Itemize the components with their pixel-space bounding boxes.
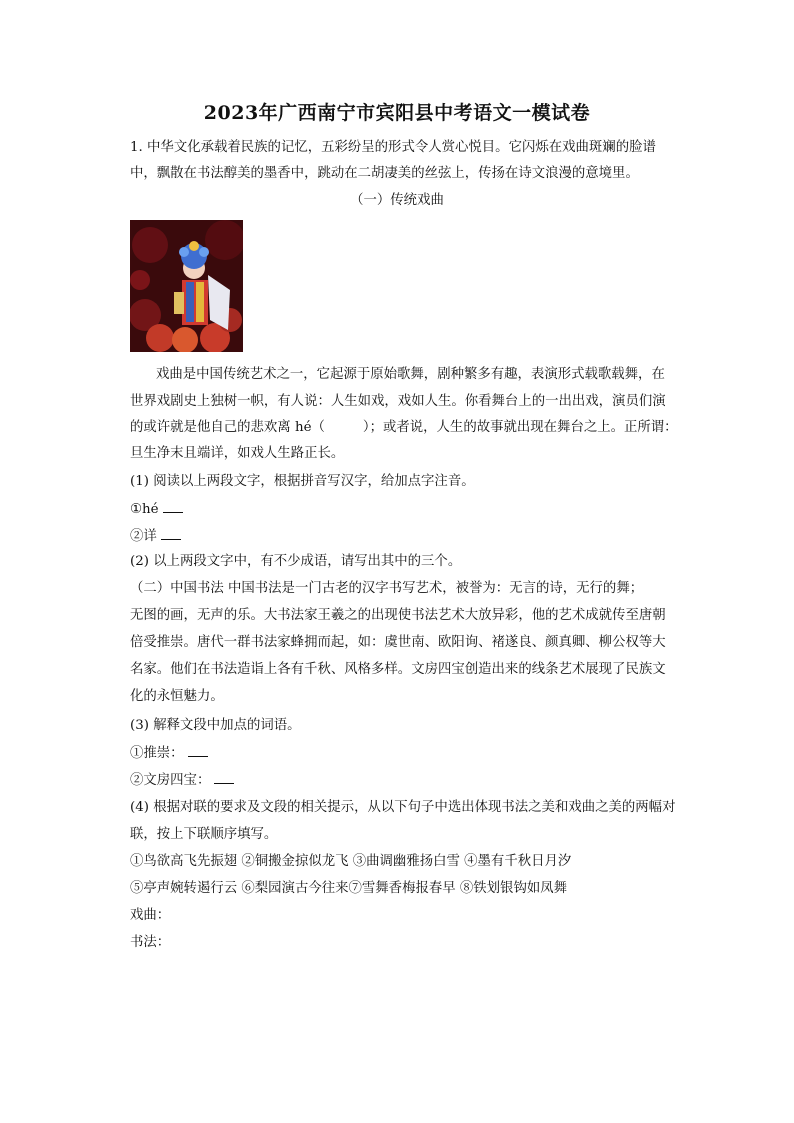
- passage1-line-1: 戏曲是中国传统艺术之一，它起源于原始歌舞，剧种繁多有趣，表演形式载歌载舞，在: [156, 367, 665, 382]
- question-4-options-1: ①鸟欲高飞先振翅 ②铜搬金掠似龙飞 ③曲调幽雅扬白雪 ④墨有千秋日月汐: [130, 854, 572, 869]
- intro-line-1: 1. 中华文化承载着民族的记忆，五彩纷呈的形式令人赏心悦目。它闪烁在戏曲斑斓的脸谱: [130, 140, 656, 155]
- question-1-item-b-label: ②详: [130, 529, 157, 544]
- passage2-line-5: 化的永恒魅力。: [130, 689, 224, 704]
- answer-label-calligraphy: 书法：: [130, 935, 171, 950]
- question-2-prompt: (2) 以上两段文字中，有不少成语，请写出其中的三个。: [130, 554, 462, 569]
- passage1-line-3-start: 的或许就是他自己的悲欢离 hé（: [130, 420, 325, 435]
- intro-line-2: 中，飘散在书法醇美的墨香中，跳动在二胡凄美的丝弦上，传扬在诗文浪漫的意境里。: [130, 166, 639, 181]
- opera-performer-image: [130, 220, 243, 352]
- answer-label-opera: 戏曲：: [130, 908, 171, 923]
- question-4-line-1: (4) 根据对联的要求及文段的相关提示，从以下句子中选出体现书法之美和戏曲之美的两幅对: [130, 800, 676, 815]
- passage2-line-1: （二）中国书法 中国书法是一门古老的汉字书写艺术，被誉为：无言的诗，无行的舞；: [130, 581, 644, 596]
- question-3-item-a-label: ①推崇：: [130, 746, 184, 761]
- passage1-line-2: 世界戏剧史上独树一帜，有人说：人生如戏，戏如人生。你看舞台上的一出出戏，演员们演: [130, 394, 666, 409]
- question-4-options-2: ⑤亭声婉转遏行云 ⑥梨园演古今往来⑦雪舞香梅报春早 ⑧铁划银钩如凤舞: [130, 881, 568, 896]
- answer-blank[interactable]: [188, 744, 208, 757]
- passage1-line-3: [130, 419, 678, 437]
- passage2-line-2: 无图的画，无声的乐。大书法家王羲之的出现使书法艺术大放异彩，他的艺术成就传至唐朝: [130, 608, 666, 623]
- question-1-item-a: [130, 500, 183, 519]
- answer-blank[interactable]: [161, 527, 181, 540]
- question-1-item-a-label: ①hé: [130, 502, 159, 517]
- answer-blank[interactable]: [214, 771, 234, 784]
- question-3-item-a: [130, 744, 208, 763]
- section-heading-opera: （一）传统戏曲: [350, 193, 444, 208]
- question-1-item-b: [130, 527, 181, 546]
- question-3-item-b-label: ②文房四宝：: [130, 773, 211, 788]
- passage1-line-4: 旦生净末且端详，如戏人生路正长。: [130, 446, 345, 461]
- answer-blank[interactable]: [163, 500, 183, 513]
- question-1-prompt: (1) 阅读以上两段文字，根据拼音写汉字，给加点字注音。: [130, 474, 475, 489]
- passage2-line-4: 名家。他们在书法造诣上各有千秋、风格多样。文房四宝创造出来的线条艺术展现了民族文: [130, 662, 666, 677]
- page-title: 2023年广西南宁市宾阳县中考语文一模试卷: [203, 102, 591, 124]
- question-3-prompt: (3) 解释文段中加点的词语。: [130, 718, 301, 733]
- passage1-line-3-end: ）；或者说，人生的故事就出现在舞台之上。正所谓：: [362, 420, 678, 435]
- question-3-item-b: [130, 771, 234, 790]
- passage2-line-3: 倍受推崇。唐代一群书法家蜂拥而起，如：虞世南、欧阳询、褚遂良、颜真卿、柳公权等大: [130, 635, 666, 650]
- question-4-line-2: 联，按上下联顺序填写。: [130, 827, 278, 842]
